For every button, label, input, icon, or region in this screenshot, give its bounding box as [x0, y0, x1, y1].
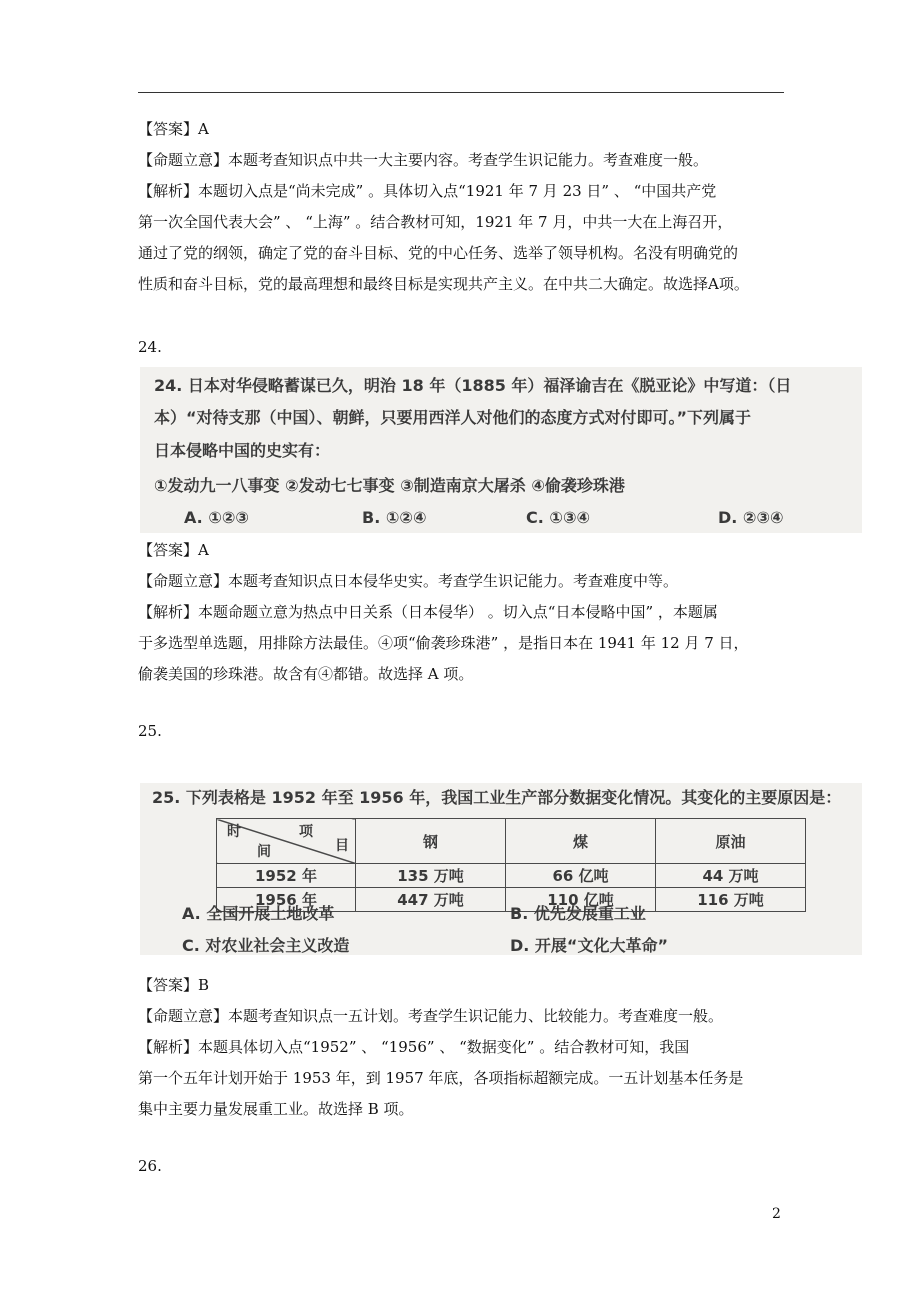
q25-option-b: B. 优先发展重工业: [510, 904, 646, 923]
q25-data-table: [216, 818, 806, 912]
table-header-oil: 原油: [656, 819, 806, 864]
table-header-steel: 钢: [356, 819, 506, 864]
q24-analysis-line: 于多选型单选题，用排除方法最佳。④项“偷袭珍珠港” ，是指日本在 1941 年 12 月 7 日，: [138, 634, 749, 652]
table-cell: 447 万吨: [356, 888, 506, 912]
q23-intent: 【命题立意】本题考查知识点中共一大主要内容。考查学生识记能力。考查难度一般。: [138, 151, 709, 169]
q25-option-d: D. 开展“文化大革命”: [510, 936, 668, 955]
q23-analysis-line: 通过了党的纲领，确定了党的奋斗目标、党的中心任务、选举了领导机构。名没有明确党的: [138, 244, 739, 262]
q24-question-image: [140, 367, 862, 533]
q25-option-c: C. 对农业社会主义改造: [182, 936, 350, 955]
q24-analysis-line: 偷袭美国的珍珠港。故含有④都错。故选择 A 项。: [138, 665, 474, 683]
q24-question-line: ①发动九一八事变 ②发动七七事变 ③制造南京大屠杀 ④偷袭珍珠港: [154, 476, 625, 495]
q24-number: 24.: [138, 338, 162, 356]
corner-label-item: 项: [299, 824, 313, 840]
q25-stem: 25. 下列表格是 1952 年至 1956 年，我国工业生产部分数据变化情况。其变化的主要原因是：: [152, 788, 842, 807]
q25-question-image: [140, 783, 862, 955]
q24-question-line: 24. 日本对华侵略蓄谋已久，明治 18 年（1885 年）福泽谕吉在《脱亚论》中写道：（日: [154, 376, 792, 395]
q24-intent: 【命题立意】本题考查知识点日本侵华史实。考查学生识记能力。考查难度中等。: [138, 572, 679, 590]
corner-label-item2: 目: [335, 838, 349, 854]
q24-question-line: 本）“对待支那（中国）、朝鲜，只要用西洋人对他们的态度方式对付即可。”下列属于: [154, 408, 752, 427]
table-cell: 66 亿吨: [506, 864, 656, 888]
q25-answer-block: [138, 970, 788, 1125]
q25-option-a: A. 全国开展土地改革: [182, 904, 335, 923]
q26-number: 26.: [138, 1157, 162, 1175]
corner-label-period: 间: [257, 844, 271, 860]
q24-analysis-line: 【解析】本题命题立意为热点中日关系（日本侵华） 。切入点“日本侵略中国” ，本题属: [138, 603, 718, 621]
corner-label-time: 时: [227, 824, 241, 840]
table-header-coal: 煤: [506, 819, 656, 864]
q23-analysis-line: 【解析】本题切入点是“尚未完成” 。具体切入点“1921 年 7 月 23 日” 、 “中国共产党: [138, 182, 717, 200]
table-cell: 44 万吨: [656, 864, 806, 888]
table-cell-year: 1956 年: [217, 888, 356, 912]
q23-answer-block: [138, 114, 788, 300]
q24-option-c: C. ①③④: [526, 508, 591, 527]
q25-analysis-line: 【解析】本题具体切入点“1952” 、 “1956” 、 “数据变化” 。结合教材可知，我国: [138, 1038, 690, 1056]
q24-option-b: B. ①②④: [362, 508, 427, 527]
table-corner-cell: [217, 819, 356, 864]
q24-option-a: A. ①②③: [184, 508, 249, 527]
q25-analysis-line: 第一个五年计划开始于 1953 年，到 1957 年底，各项指标超额完成。一五计划基本任务是: [138, 1069, 744, 1087]
q25-intent: 【命题立意】本题考查知识点一五计划。考查学生识记能力、比较能力。考查难度一般。: [138, 1007, 724, 1025]
q23-analysis-line: 第一次全国代表大会” 、 “上海” 。结合教材可知，1921 年 7 月，中共一大在上海召开，: [138, 213, 733, 231]
header-rule: [138, 92, 784, 93]
table-cell: 116 万吨: [656, 888, 806, 912]
page-number: 2: [772, 1206, 781, 1222]
table-cell: 110 亿吨: [506, 888, 656, 912]
q23-answer: 【答案】A: [138, 120, 209, 138]
q24-option-d: D. ②③④: [718, 508, 784, 527]
q25-number: 25.: [138, 722, 162, 740]
q24-question-line: 日本侵略中国的史实有：: [154, 441, 331, 460]
table-cell-year: 1952 年: [217, 864, 356, 888]
q25-answer: 【答案】B: [138, 976, 210, 994]
q23-analysis-line: 性质和奋斗目标，党的最高理想和最终目标是实现共产主义。在中共二大确定。故选择A项。: [138, 275, 749, 293]
q24-answer-block: [138, 535, 788, 690]
table-cell: 135 万吨: [356, 864, 506, 888]
q24-answer: 【答案】A: [138, 541, 209, 559]
q25-analysis-line: 集中主要力量发展重工业。故选择 B 项。: [138, 1100, 414, 1118]
table-row: [217, 864, 806, 888]
